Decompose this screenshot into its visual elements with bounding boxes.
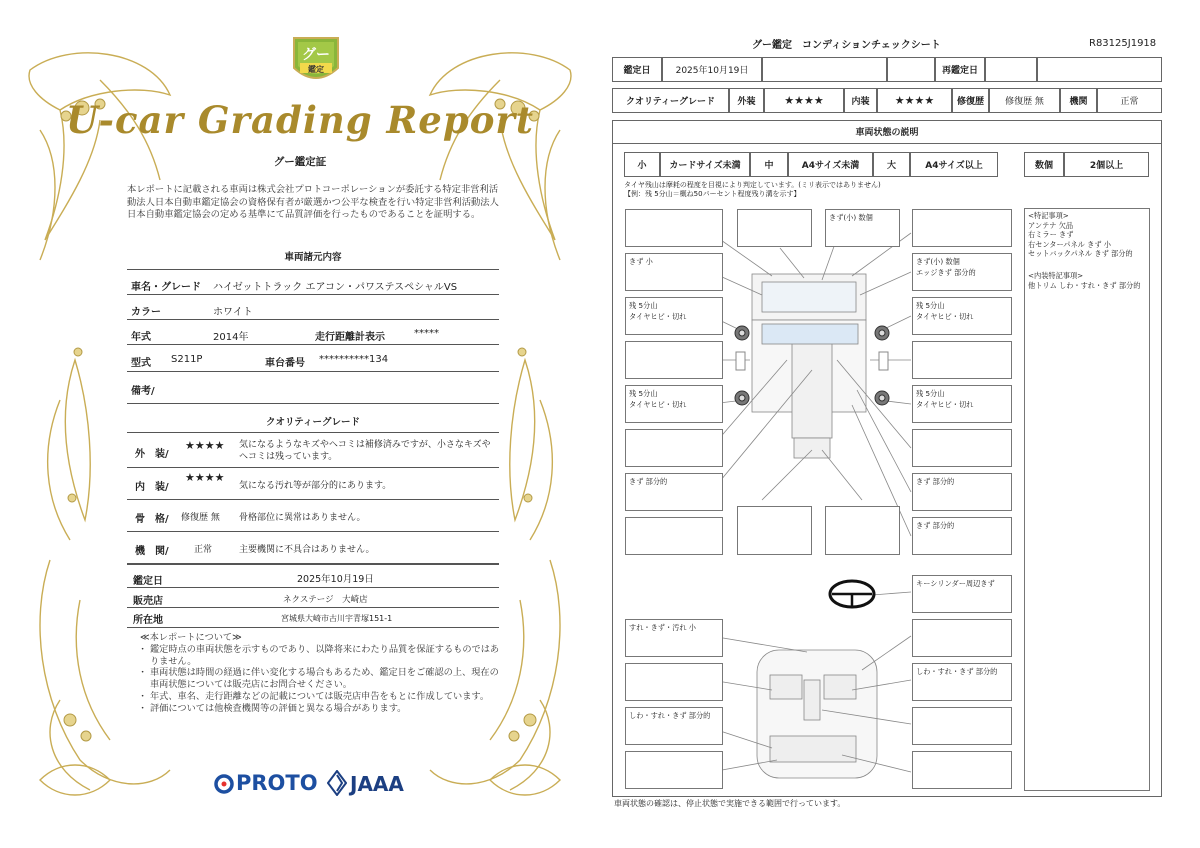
tire-remaining: 残 5分山 <box>916 389 945 398</box>
damage-box <box>625 385 723 423</box>
model-label: 型式 <box>131 358 151 369</box>
damage-note: きず 部分的 <box>916 477 955 486</box>
certificate-title: グー鑑定証 <box>273 156 327 168</box>
special-note-item: アンテナ 欠品 <box>1028 220 1074 230</box>
exterior-stars: ★★★★ <box>185 439 225 452</box>
damage-box <box>912 707 1012 745</box>
legend-medium-desc: A4サイズ未満 <box>788 152 873 177</box>
exterior-label: 外 装/ <box>135 449 169 460</box>
damage-box <box>912 429 1012 467</box>
sheet-title: グー鑑定 コンディションチェックシート <box>752 40 941 51</box>
damage-note: きず(小) 数個 <box>829 213 873 222</box>
emblem-bottom-text: 鑑定 <box>308 65 324 74</box>
damage-note: きず 小 <box>629 257 653 266</box>
damage-note: きず 部分的 <box>629 477 668 486</box>
info-row-date <box>127 564 499 588</box>
spec-row-name <box>127 270 499 295</box>
certificate-statement: 本レポートに記載される車両は株式会社プロトコーポレーションが委託する特定非営利活動法人日本自動車鑑定協会の資格保有者が厳選かつ公平な検査を行い特定非営利活動法人日本自動車鑑定協会の定める基準にて品質評価を行ったものであることを証明する。 <box>127 184 499 221</box>
damage-box <box>625 751 723 789</box>
damage-box <box>625 341 723 379</box>
grade-row-frame <box>127 500 499 532</box>
sheet-footer: 車両状態の確認は、停止状態で実施できる範囲で行っています。 <box>614 799 846 808</box>
appraisal-date-value: 2025年10月19日 <box>662 57 762 82</box>
damage-box <box>912 297 1012 335</box>
damage-box <box>912 341 1012 379</box>
grade-row-engine <box>127 532 499 564</box>
tire-note-2: 【例：残 5分山＝概ね50パーセント程度残り溝を示す】 <box>624 190 801 198</box>
address-value: 宮城県大崎市古川宇青塚151-1 <box>281 614 393 623</box>
reappraisal-date-empty <box>1037 57 1162 82</box>
legend-small: 小 <box>624 152 660 177</box>
jaaa-logo-icon <box>327 770 347 796</box>
special-notes-panel <box>1024 208 1150 791</box>
damage-box <box>912 619 1012 657</box>
damage-box <box>625 619 723 657</box>
shop-value: ネクステージ 大崎店 <box>283 595 368 605</box>
color-value: ホワイト <box>213 307 253 318</box>
tire-crack: タイヤヒビ・切れ <box>629 400 687 409</box>
interior-stars: ★★★★ <box>877 88 952 113</box>
damage-box <box>912 517 1012 555</box>
interior-stars: ★★★★ <box>185 471 225 484</box>
damage-box <box>912 385 1012 423</box>
note-item: ・ 鑑定時点の車両状態を示すものであり、以降将来にわたり品質を保証するものではありません。 <box>140 644 500 668</box>
damage-box <box>912 575 1012 613</box>
exterior-comment: 気になるようなキズやヘコミは補修済みですが、小さなキズやヘコミは残っています。 <box>239 440 491 462</box>
damage-box <box>625 663 723 701</box>
interior-label: 内 装/ <box>135 482 169 493</box>
damage-box <box>625 429 723 467</box>
grade-row-exterior <box>127 433 499 468</box>
emblem-top-text: グー <box>302 47 330 63</box>
tire-crack: タイヤヒビ・切れ <box>629 312 687 321</box>
reappraisal-date-label: 再鑑定日 <box>935 57 985 82</box>
damage-box <box>625 517 723 555</box>
spec-row-model <box>127 345 499 372</box>
jaaa-logo-text: JAAA <box>350 772 404 796</box>
condition-check-sheet <box>600 0 1200 848</box>
appraisal-date-empty <box>762 57 887 82</box>
special-notes-heading: <特記事項> <box>1028 211 1069 220</box>
damage-box <box>912 663 1012 701</box>
special-note-item: 右ミラー きず <box>1028 230 1074 240</box>
frame-value: 修復歴 無 <box>181 513 220 523</box>
interior-note-item: 他トリム しわ・すれ・きず 部分的 <box>1028 280 1141 290</box>
legend-count: 数個 <box>1024 152 1064 177</box>
note-item: ・ 車両状態は時間の経過に伴い変化する場合もあるため、鑑定日をご確認の上、現在の車両状態については販売店にお問合せください。 <box>140 667 500 691</box>
interior-label: 内装 <box>844 88 877 113</box>
special-note-item: セットバックパネル きず 部分的 <box>1028 249 1133 259</box>
damage-box <box>912 209 1012 247</box>
damage-box <box>625 253 723 291</box>
damage-note: きず(小) 数個 <box>916 257 960 266</box>
date-label: 鑑定日 <box>133 576 163 587</box>
damage-box <box>912 473 1012 511</box>
damage-note: キーシリンダー周辺きず <box>916 579 995 588</box>
damage-box <box>625 297 723 335</box>
steering-wheel-icon <box>830 581 874 607</box>
date-empty-cell <box>887 57 935 82</box>
legend-count-desc: 2個以上 <box>1064 152 1149 177</box>
damage-box <box>625 209 723 247</box>
year-label: 年式 <box>131 332 151 343</box>
damage-box <box>825 506 900 555</box>
proto-logo-text: PROTO <box>236 771 318 795</box>
damage-note: きず 部分的 <box>916 521 955 530</box>
damage-box <box>625 473 723 511</box>
mileage-label: 走行距離計表示 <box>315 332 385 343</box>
tire-remaining: 残 5分山 <box>916 301 945 310</box>
legend-large: 大 <box>873 152 910 177</box>
sheet-id: R83125J1918 <box>1089 38 1157 49</box>
engine-value: 正常 <box>194 545 213 555</box>
tire-remaining: 残 5分山 <box>629 301 658 310</box>
legend-medium: 中 <box>750 152 788 177</box>
vehicle-state-heading: 車両状態の説明 <box>612 120 1162 144</box>
interior-comment: 気になる汚れ等が部分的にあります。 <box>239 481 392 491</box>
quality-grade-label: クオリティーグレード <box>612 88 729 113</box>
info-row-address <box>127 608 499 628</box>
engine-label: 機関 <box>1060 88 1097 113</box>
chassis-label: 車台番号 <box>265 358 305 369</box>
repair-history-value: 修復歴 無 <box>989 88 1060 113</box>
damage-box <box>625 707 723 745</box>
note-item: ・ 評価については他検査機関等の評価と異なる場合があります。 <box>140 703 500 715</box>
address-label: 所在地 <box>133 615 163 626</box>
goo-appraisal-emblem-icon <box>288 32 344 88</box>
report-script-title: U-car Grading Report <box>66 98 534 142</box>
date-value: 2025年10月19日 <box>297 574 374 585</box>
engine-comment: 主要機関に不具合はありません。 <box>239 545 375 555</box>
damage-note: エッジきず 部分的 <box>916 268 976 277</box>
damage-box <box>737 506 812 555</box>
frame-label: 骨 格/ <box>135 514 169 525</box>
damage-box <box>825 209 900 247</box>
proto-logo-icon <box>214 774 234 794</box>
tire-crack: タイヤヒビ・切れ <box>916 312 974 321</box>
engine-value: 正常 <box>1097 88 1162 113</box>
color-label: カラー <box>131 307 161 318</box>
reappraisal-date-value <box>985 57 1037 82</box>
shop-label: 販売店 <box>133 596 163 607</box>
year-value: 2014年 <box>213 332 249 343</box>
damage-box <box>912 751 1012 789</box>
exterior-stars: ★★★★ <box>764 88 844 113</box>
report-notes <box>140 632 500 715</box>
remarks-label: 備考/ <box>131 386 155 397</box>
spec-heading: 車両諸元内容 <box>284 252 342 263</box>
appraisal-date-label: 鑑定日 <box>612 57 662 82</box>
special-note-item: 右センターパネル きず 小 <box>1028 239 1111 249</box>
grade-row-interior <box>127 468 499 500</box>
info-row-shop <box>127 588 499 608</box>
note-item: ・ 年式、車名、走行距離などの記載については販売店申告をもとに作成しています。 <box>140 691 500 703</box>
spec-row-color <box>127 295 499 320</box>
repair-history-label: 修復歴 <box>952 88 989 113</box>
spec-row-remarks <box>127 372 499 404</box>
legend-small-desc: カードサイズ未満 <box>660 152 750 177</box>
damage-note: しわ・すれ・きず 部分的 <box>629 711 711 720</box>
interior-notes-heading: <内装特記事項> <box>1028 270 1084 280</box>
notes-heading: ≪本レポートについて≫ <box>140 632 242 643</box>
frame-comment: 骨格部位に異常はありません。 <box>239 513 366 523</box>
damage-box <box>912 253 1012 291</box>
chassis-value: **********134 <box>319 354 389 365</box>
legend-large-desc: A4サイズ以上 <box>910 152 998 177</box>
engine-label: 機 関/ <box>135 546 169 557</box>
damage-box <box>737 209 812 247</box>
name-value: ハイゼットトラック エアコン・パワステスペシャルVS <box>213 282 458 293</box>
name-label: 車名・グレード <box>131 282 201 293</box>
damage-note: しわ・すれ・きず 部分的 <box>916 667 998 676</box>
model-value: S211P <box>171 354 203 365</box>
grade-heading: クオリティーグレード <box>265 417 361 428</box>
tire-crack: タイヤヒビ・切れ <box>916 400 974 409</box>
spec-row-year <box>127 320 499 345</box>
tire-remaining: 残 5分山 <box>629 389 658 398</box>
tire-note-1: タイヤ残山は摩耗の程度を目視により判定しています。(ミリ表示ではありません) <box>624 181 881 189</box>
exterior-label: 外装 <box>729 88 764 113</box>
damage-note: すれ・きず・汚れ 小 <box>629 623 696 632</box>
mileage-value: ***** <box>414 328 439 339</box>
